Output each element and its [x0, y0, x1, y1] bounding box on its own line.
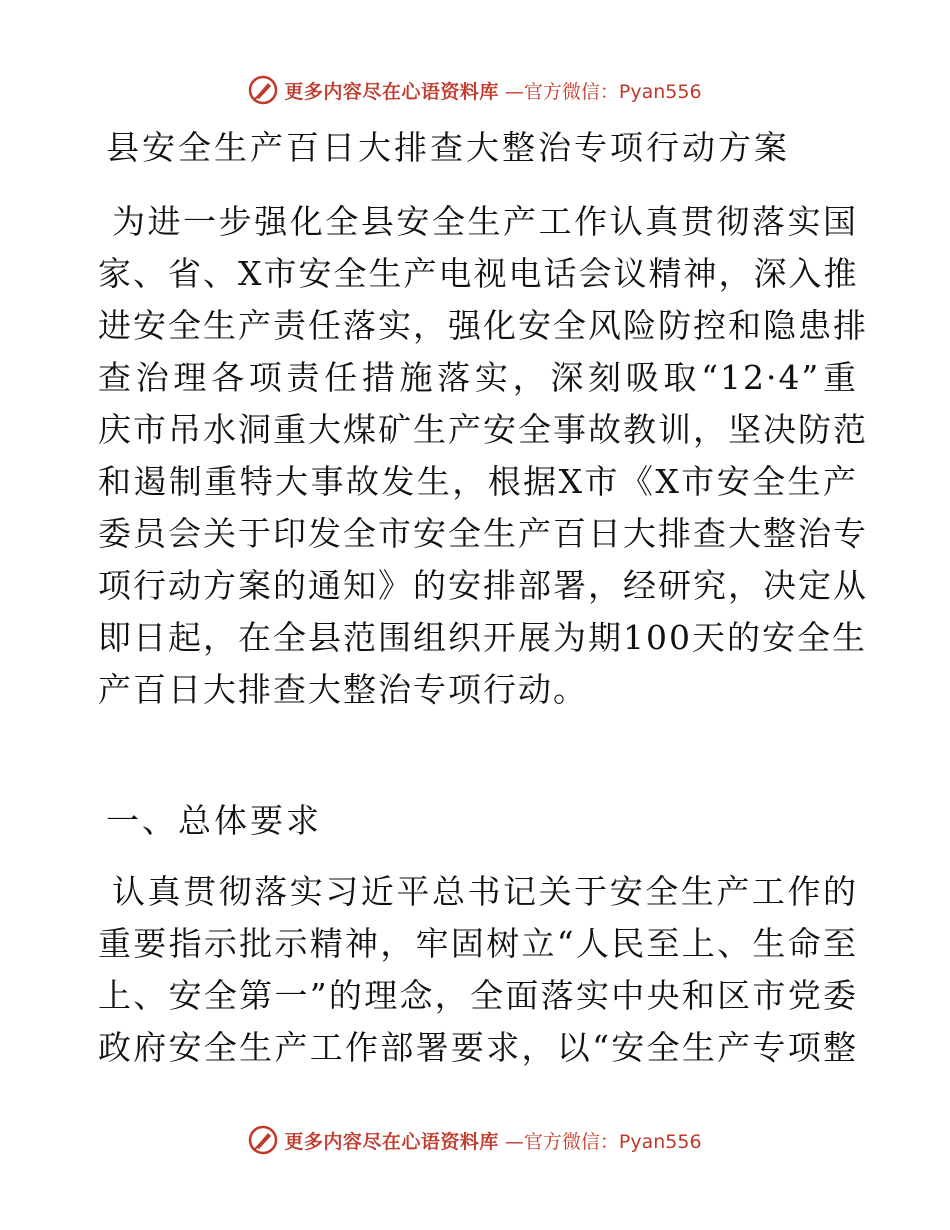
quill-logo-icon [248, 1125, 278, 1155]
section-paragraph [98, 866, 858, 1074]
quill-logo-icon [248, 75, 278, 105]
paragraph-line: 政府安全生产工作部署要求，以“安全生产专项整 [98, 1028, 858, 1067]
paragraph-line: 委员会关于印发全市安全生产百日大排查大整治专 [98, 514, 868, 553]
watermark-header [0, 70, 950, 110]
paragraph-line: 进安全生产责任落实，强化安全风险防控和隐患排 [98, 306, 868, 345]
paragraph-line: 重要指示批示精神，牢固树立“人民至上、生命至 [98, 924, 858, 963]
paragraph-line: 上、安全第一”的理念，全面落实中央和区市党委 [98, 976, 858, 1015]
paragraph-line: 即日起，在全县范围组织开展为期100天的安全生 [98, 618, 867, 657]
paragraph-line: 产百日大排查大整治专项行动。 [98, 670, 588, 709]
watermark-main-text: 更多内容尽在心语资料库 [284, 80, 499, 103]
paragraph-line: 家、省、X市安全生产电视电话会议精神，深入推 [98, 254, 859, 293]
section-heading: 一、总体要求 [106, 801, 322, 840]
document-title: 县安全生产百日大排查大整治专项行动方案 [106, 128, 790, 167]
intro-paragraph [98, 196, 868, 716]
watermark-footer [0, 1120, 950, 1160]
paragraph-line: 项行动方案的通知》的安排部署，经研究，决定从 [98, 566, 868, 605]
paragraph-line: 和遏制重特大事故发生，根据X市《X市安全生产 [98, 462, 858, 501]
watermark-sub-text: —官方微信：Pyan556 [504, 80, 702, 103]
paragraph-line: 查治理各项责任措施落实，深刻吸取“12·4”重 [98, 358, 858, 397]
watermark-sub-text: —官方微信：Pyan556 [504, 1130, 702, 1153]
paragraph-line: 为进一步强化全县安全生产工作认真贯彻落实国 [112, 202, 858, 241]
watermark-main-text: 更多内容尽在心语资料库 [284, 1130, 499, 1153]
paragraph-line: 认真贯彻落实习近平总书记关于安全生产工作的 [112, 872, 858, 911]
paragraph-line: 庆市吊水洞重大煤矿生产安全事故教训，坚决防范 [98, 410, 868, 449]
